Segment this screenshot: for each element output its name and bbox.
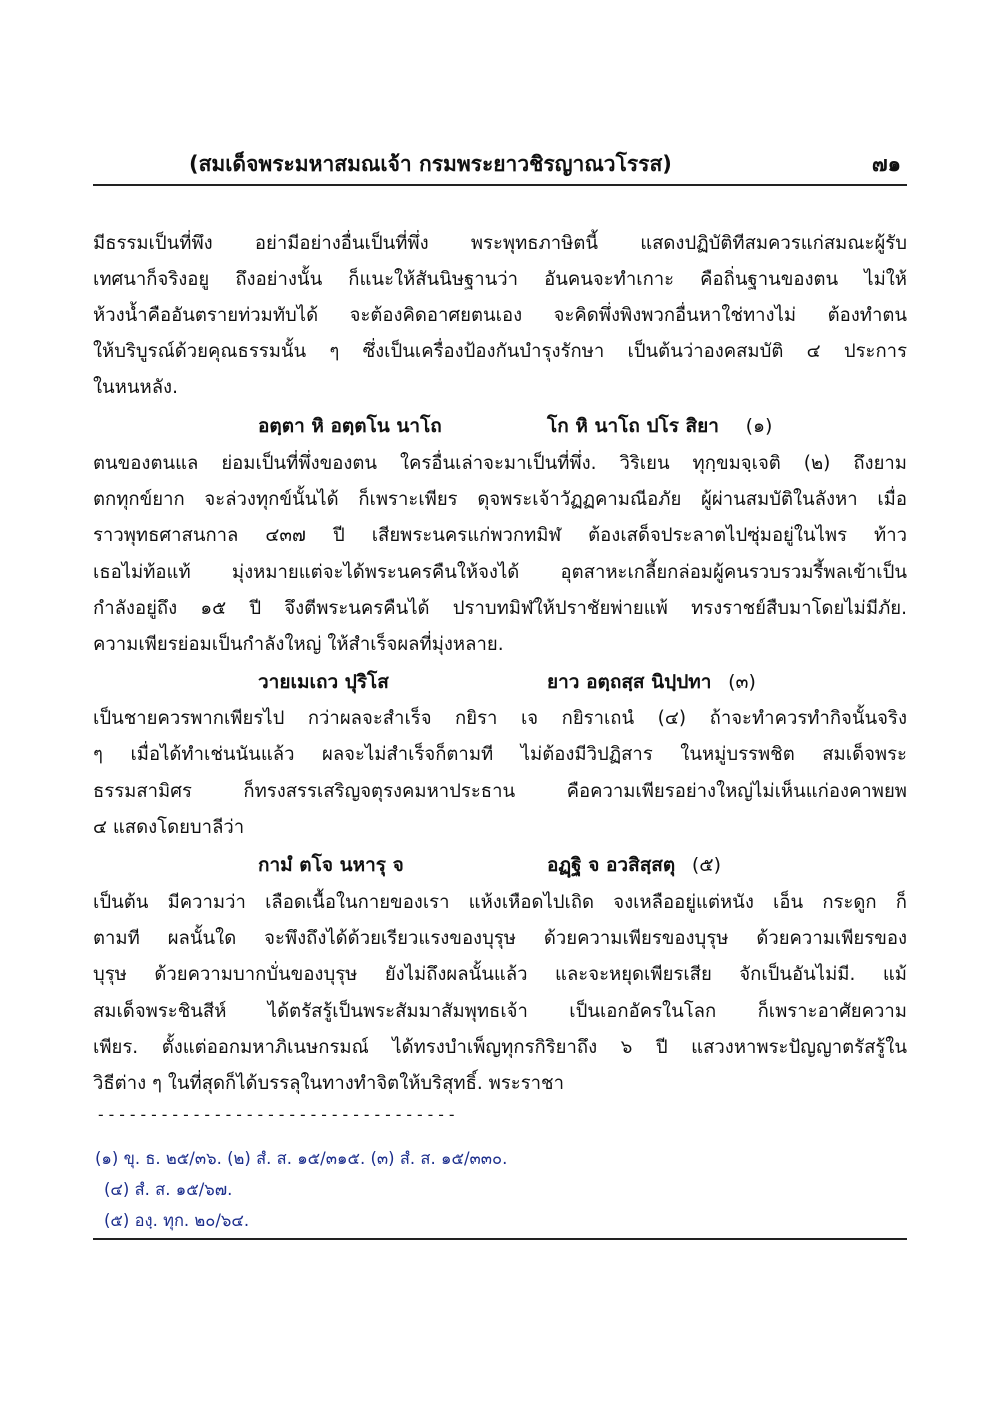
footnote-separator: ---------------------------------- <box>96 1105 458 1124</box>
body-line: เป็นต้น มีความว่า เลือดเนื้อในกายของเรา แห้งเหือดไปเถิด จงเหลืออยู่แต่หนัง เอ็น กระดูก ก็ <box>93 892 907 913</box>
verse-line-right <box>547 847 721 883</box>
body-line: ให้บริบูรณ์ด้วยคุณธรรมนั้น ๆ ซึ่งเป็นเครื่องป้องกันบำรุงรักษา เป็นต้นว่าองคสมบัติ ๔ ประการ <box>93 341 907 362</box>
body-line: ตกทุกข์ยาก จะล่วงทุกข์นั้นได้ ก็เพราะเพียร ดุจพระเจ้าวัฏฏคามณีอภัย ผู้ผ่านสมบัติในลังหา เมื่อ <box>93 489 907 510</box>
body-line: กำลังอยู่ถึง ๑๕ ปี จึงตีพระนครคืนได้ ปราบทมิฬให้ปราชัยพ่ายแพ้ ทรงราชย์สืบมาโดยไม่มีภัย. <box>93 598 907 619</box>
body-line: ตามที ผลนั้นใด จะพึงถึงได้ด้วยเรียวแรงของบุรุษ ด้วยความเพียรของบุรุษ ด้วยความเพียรของ <box>93 928 907 949</box>
body-line: มีธรรมเป็นที่พึง อย่ามีอย่างอื่นเป็นที่พึ่ง พระพุทธภาษิตนี้ แสดงปฏิบัติทีสมควรแก่สมณะผู้รับ <box>93 233 907 254</box>
footnote: (๑) ขุ. ธ. ๒๕/๓๖. (๒) สํ. ส. ๑๕/๓๑๕. (๓) สํ. ส. ๑๕/๓๓๐. <box>95 1149 508 1168</box>
body-line: ความเพียรย่อมเป็นกำลังใหญ่ ให้สำเร็จผลที่มุ่งหลาย. <box>93 634 504 655</box>
body-line: ธรรมสามิศร ก็ทรงสรรเสริญจตุรงคมหาประธาน คือความเพียรอย่างใหญ่ไม่เห็นแก่องคาพยพ <box>93 781 907 802</box>
verse-line-left: กามํ ตโจ นหารุ จ <box>258 854 404 876</box>
verse-line-left: อตฺตา หิ อตฺตโน นาโถ <box>258 415 442 437</box>
body-line: ห้วงน้ำคืออันตรายท่วมทับได้ จะต้องคิดอาศยตนเอง จะคิดพึ่งพิงพวกอื่นหาใช่ทางไม่ ต้องทำตน <box>93 305 907 326</box>
body-line: ตนของตนแล ย่อมเป็นที่พึ่งของตน ใครอื่นเล่าจะมาเป็นที่พึ่ง. วิริเยน ทุกฺขมจฺเจติ (๒) ถึงยาม <box>93 453 907 474</box>
body-line: เพียร. ตั้งแต่ออกมหาภิเนษกรมณ์ ได้ทรงบำเพ็ญทุกรกิริยาถึง ๖ ปี แสวงหาพระปัญญาตรัสรู้ใน <box>93 1037 907 1058</box>
body-line: ๆ เมื่อได้ทำเช่นนันแล้ว ผลจะไม่สำเร็จก็ตามที ไม่ต้องมีวิปฏิสาร ในหมู่บรรพชิต สมเด็จพระ <box>93 744 907 765</box>
verse-ref: (๕) <box>691 854 722 876</box>
footnote: (๔) สํ. ส. ๑๕/๖๗. <box>104 1180 233 1199</box>
footnote: (๕) องฺ. ทุก. ๒๐/๖๔. <box>104 1211 250 1230</box>
bottom-rule <box>93 1238 907 1240</box>
page-header <box>93 146 907 186</box>
page-number: ๗๑ <box>871 152 901 176</box>
body-line: บุรุษ ด้วยความบากบั่นของบุรุษ ยังไม่ถึงผลนั้นแล้ว และจะหยุดเพียรเสีย จักเป็นอันไม่มี. แม้ <box>93 964 907 985</box>
body-line: ในหนหลัง. <box>93 377 178 398</box>
body-line: เป็นชายควรพากเพียรไป กว่าผลจะสำเร็จ กยิรา เจ กยิราเถนํ (๔) ถ้าจะทำควรทำกิจนั้นจริง <box>93 708 907 729</box>
verse-ref: (๑) <box>745 415 773 437</box>
body-line: เธอไม่ท้อแท้ มุ่งหมายแต่จะได้พระนครคืนให้จงได้ อุตสาหะเกลี้ยกล่อมผู้คนรวบรวมรี้พลเข้าเป็น <box>93 562 907 583</box>
page-title: (สมเด็จพระมหาสมณเจ้า กรมพระยาวชิรญาณวโรรส) <box>189 152 672 176</box>
body-line: เทศนาก็จริงอยู ถึงอย่างนั้น ก็แนะให้สันนิษฐานว่า อันคนจะทำเกาะ คือถิ่นฐานของตน ไม่ให้ <box>93 269 907 290</box>
body-line: ๔ แสดงโดยบาลีว่า <box>93 817 245 838</box>
verse-line-right <box>547 664 756 700</box>
verse-text: อฏฺฐิ จ อวสิสฺสตุ <box>547 854 676 876</box>
body-line: วิธีต่าง ๆ ในที่สุดก็ได้บรรลุในทางทำจิตให้บริสุทธิ์. พระราชา <box>93 1073 564 1094</box>
body-line: ราวพุทธศาสนกาล ๔๓๗ ปี เสียพระนครแก่พวกทมิฬ ต้องเสด็จประลาตไปซุ่มอยู่ในไพร ท้าว <box>93 525 907 546</box>
verse-text: โก หิ นาโถ ปโร สิยา <box>547 415 719 437</box>
verse-text: ยาว อตฺถสฺส นิปฺปทา <box>547 671 712 693</box>
body-line: สมเด็จพระชินสีห์ ได้ตรัสรู้เป็นพระสัมมาสัมพุทธเจ้า เป็นเอกอัครในโลก ก็เพราะอาศัยความ <box>93 1001 907 1022</box>
verse-ref: (๓) <box>728 671 756 693</box>
verse-line-right <box>547 408 772 444</box>
verse-line-left: วายเมเถว ปุริโส <box>258 671 389 693</box>
